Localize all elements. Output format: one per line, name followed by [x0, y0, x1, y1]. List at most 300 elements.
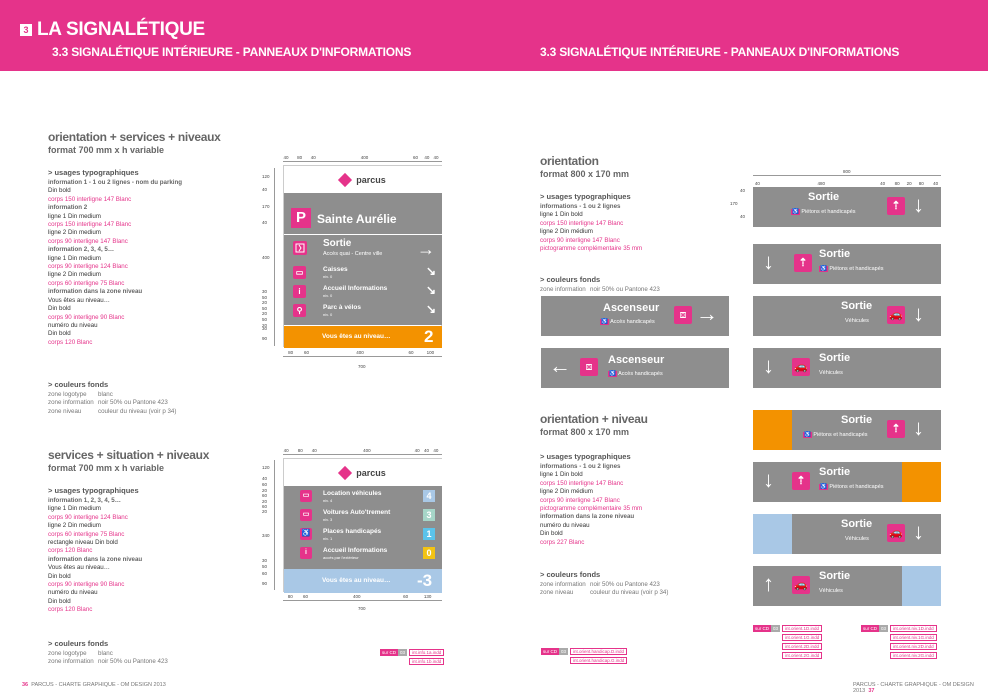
service-title: Places handicapés	[323, 528, 382, 535]
color-zone: zone logotype	[48, 391, 87, 398]
arrow-down-icon: ↓	[763, 249, 774, 274]
section-title: services + situation + niveaux	[48, 448, 210, 462]
color-value: noir 50% ou Pantone 423	[98, 399, 168, 407]
right-subtitle: 3.3 SIGNALÉTIQUE INTÉRIEURE - PANNEAUX D'INFORMATIONS	[540, 45, 900, 59]
spec-line: Din bold	[48, 187, 71, 195]
dimension-value: 60	[403, 594, 409, 599]
spec-line: corps 60 interligne 75 Blanc	[48, 279, 125, 287]
dimension-total: 800	[843, 169, 851, 174]
page-number: 37	[868, 688, 875, 694]
arrow-left-icon: ←	[549, 353, 571, 378]
dimension-value: 40	[283, 155, 289, 160]
spec-line: corps 90 interligne 147 Blanc	[540, 236, 620, 244]
dimension-value: 400	[262, 254, 270, 260]
dimension-value: 40	[740, 188, 746, 193]
section-title: orientation + services + niveaux	[48, 130, 221, 144]
spec-line: corps 90 interligne 124 Blanc	[48, 513, 128, 521]
level-badge: 4	[423, 490, 435, 502]
color-row	[48, 408, 176, 416]
handicap-icon: ♿	[820, 266, 827, 272]
usages-title: > usages typographiques	[48, 486, 139, 495]
car-icon: 🚗	[887, 524, 905, 542]
dimension-value: 50	[262, 305, 268, 311]
sign-level-2-pedestrian	[753, 410, 941, 450]
spec-line: corps 90 interligne 90 Blanc	[48, 581, 125, 589]
service-level: niv. 3	[323, 517, 333, 522]
cd-filename: int.orient.2G.indd	[782, 652, 822, 659]
exit-zone	[284, 235, 442, 263]
footer-left	[22, 682, 166, 688]
typo-spec-list	[48, 497, 142, 615]
cd-filename: int.orient.1G.indd	[782, 634, 822, 641]
parcus-logo-icon	[338, 465, 352, 479]
spec-line: information 1, 2, 3, 4, 5…	[48, 497, 121, 504]
arrow-down-right-icon: ↘	[426, 283, 437, 297]
color-zone: zone information	[540, 286, 586, 293]
spec-line: corps 90 interligne 147 Blanc	[48, 237, 128, 245]
cd-filename: int.info.1a.indd	[409, 649, 444, 656]
spec-line: Din bold	[48, 330, 71, 338]
sign-level-minus3-vehicle-up	[753, 566, 941, 606]
color-row	[540, 286, 660, 294]
sign-title: Sortie	[819, 466, 851, 478]
sign-subtitle	[845, 536, 869, 542]
sign-subtitle	[819, 484, 884, 490]
sign-subtitle	[791, 209, 856, 215]
dimension-value: 340	[262, 533, 270, 539]
footer-text: PARCUS - CHARTE GRAPHIQUE - OM DESIGN 2013	[853, 682, 974, 694]
cd-number: 03	[561, 649, 567, 654]
sign-exit-pedestrian-down-right	[753, 187, 941, 227]
color-zone: zone information	[540, 581, 586, 588]
subtitle-text: Piétons et handicapés	[801, 209, 856, 215]
dimension-value: 50	[262, 317, 268, 322]
dimension-value: 400	[363, 448, 371, 453]
dimension-line	[283, 600, 442, 601]
dimension-value: 80	[297, 448, 303, 453]
service-level: niv. 0	[323, 312, 333, 317]
service-icon: ▭	[300, 490, 312, 502]
footer-text: PARCUS - CHARTE GRAPHIQUE - OM DESIGN 2013	[31, 682, 166, 688]
sign-elevator-right	[541, 296, 729, 336]
dimension-line	[753, 175, 941, 176]
dimension-value: 80	[287, 594, 293, 599]
dimension-value: 60	[262, 570, 268, 576]
spec-line: informations - 1 ou 2 lignes	[540, 463, 621, 470]
dimension-value: 60	[302, 594, 308, 599]
dimension-value: 50	[262, 563, 268, 569]
color-value: noir 50% ou Pantone 423	[590, 286, 660, 293]
sign-subtitle	[803, 432, 868, 438]
sign-subtitle	[819, 370, 843, 376]
color-row	[540, 589, 668, 597]
spec-line: rectangle niveau Din bold	[48, 539, 118, 547]
dimension-value: 40	[283, 448, 289, 453]
section-format: format 700 mm x h variable	[48, 145, 165, 155]
cd-filename: int.info.1b.indd	[409, 658, 444, 665]
section-format: format 800 x 170 mm	[540, 169, 630, 179]
service-level: niv. 0	[323, 274, 333, 279]
service-title: Accueil Informations	[323, 285, 388, 292]
spec-line: ligne 2 Din médium	[540, 228, 593, 236]
cd-number: 03	[773, 626, 779, 631]
cd-filename: int.orient.niv.2G.indd	[890, 652, 937, 659]
sign-title: Sortie	[819, 570, 851, 582]
sign-subtitle	[819, 266, 884, 272]
spec-line: Vous êtes au niveau…	[48, 296, 110, 304]
logo-zone	[284, 166, 442, 193]
sign-exit-vehicle-down-right	[753, 296, 941, 336]
typo-spec-list	[540, 203, 642, 253]
dimension-value: 40	[433, 155, 439, 160]
chapter-number: 3	[20, 24, 32, 36]
header-band	[0, 0, 988, 71]
colors-list	[540, 581, 668, 598]
handicap-icon: ♿	[804, 432, 811, 438]
dimension-value: 80	[894, 181, 900, 186]
level-number	[753, 514, 792, 554]
service-title: Parc à vélos	[323, 304, 361, 311]
logo-text: parcus	[356, 467, 386, 478]
dimension-value: 60	[413, 155, 419, 160]
usages-title: > usages typographiques	[540, 192, 631, 201]
subtitle-text: Véhicules	[819, 588, 843, 594]
colors-list	[48, 650, 168, 667]
spec-line: ligne 2 Din medium	[48, 271, 101, 279]
colors-title: > couleurs fonds	[48, 639, 109, 648]
level-badge: 3	[423, 509, 435, 521]
arrow-down-icon: ↓	[763, 467, 774, 492]
colors-list	[540, 286, 660, 294]
arrow-down-icon: ↓	[913, 519, 924, 544]
sign-level-2-pedestrian-left	[753, 462, 941, 502]
dimension-value: 40	[740, 214, 746, 219]
level-badge: 1	[423, 528, 435, 540]
spec-line: corps 60 interligne 75 Blanc	[48, 530, 125, 538]
exit-title: Sortie	[323, 238, 352, 249]
subtitle-text: Véhicules	[845, 536, 869, 542]
left-subtitle: 3.3 SIGNALÉTIQUE INTÉRIEURE - PANNEAUX D'INFORMATIONS	[52, 45, 412, 59]
level-number: 2	[424, 327, 434, 346]
spec-line: numéro du niveau	[48, 321, 98, 329]
sign-subtitle	[819, 588, 843, 594]
dimension-value: 30	[262, 326, 268, 332]
dimension-value: 20	[262, 311, 268, 317]
dimension-value: 100	[426, 350, 435, 355]
dimension-value: 130	[423, 594, 432, 599]
dimension-value: 20	[262, 498, 268, 504]
cd-tag: sur CD	[755, 626, 770, 631]
color-row	[48, 658, 168, 666]
dimension-value: 40	[262, 220, 268, 226]
level-badge: 0	[423, 547, 435, 559]
section-title: orientation + niveau	[540, 412, 648, 426]
spec-line: information dans la zone niveau	[48, 288, 143, 296]
dimension-value: 90	[262, 580, 268, 586]
spec-line: ligne 1 Din bold	[540, 211, 583, 219]
parking-name: Sainte Aurélie	[317, 212, 397, 226]
arrow-down-icon: ↓	[913, 301, 924, 326]
spec-line: Din bold	[48, 572, 71, 580]
cd-number: 03	[400, 650, 406, 655]
typo-spec-list	[540, 463, 642, 547]
dimension-value: 30	[262, 558, 268, 564]
color-row	[48, 399, 176, 407]
level-number	[902, 566, 941, 606]
section-format: format 700 mm x h variable	[48, 463, 165, 473]
spec-line: corps 150 interligne 147 Blanc	[48, 221, 132, 229]
dimension-value: 50	[262, 294, 268, 300]
spec-line: pictogramme complémentaire 35 mm	[540, 245, 643, 253]
spec-line: ligne 2 Din médium	[540, 488, 593, 496]
sign-elevator-left	[541, 348, 729, 388]
dimension-value: 400	[353, 594, 361, 599]
dimension-value: 120	[262, 465, 270, 471]
spec-line: pictogramme complémentaire 35 mm	[540, 505, 643, 513]
arrow-down-right-icon: ↘	[426, 302, 437, 316]
level-zone	[284, 326, 442, 348]
cd-tag: sur CD	[543, 649, 558, 654]
service-title: Caisses	[323, 266, 348, 273]
dimension-value: 60	[303, 350, 309, 355]
colors-list	[48, 391, 176, 416]
spec-line: corps 150 interligne 147 Blanc	[540, 219, 624, 227]
color-value: blanc	[98, 650, 113, 657]
sign-title: Sortie	[819, 352, 851, 364]
service-icon: ⚲	[293, 304, 306, 317]
section-title: orientation	[540, 154, 599, 168]
spec-line: informations - 1 ou 2 lignes	[540, 203, 621, 210]
typo-spec-list	[48, 179, 182, 347]
spec-line: numéro du niveau	[48, 589, 98, 597]
dimension-value: 400	[356, 350, 364, 355]
dimension-value: 60	[408, 350, 414, 355]
dimension-value: 20	[262, 300, 268, 306]
dimension-value: 80	[288, 350, 294, 355]
spec-line: corps 120 Blanc	[48, 338, 93, 346]
spec-line: ligne 1 Din medium	[48, 254, 101, 262]
chapter-title: LA SIGNALÉTIQUE	[37, 19, 205, 40]
level-number	[753, 410, 792, 450]
spec-line: ligne 1 Din medium	[48, 505, 101, 513]
color-row	[48, 650, 168, 658]
spec-line: corps 90 interligne 147 Blanc	[540, 496, 620, 504]
sign-title: Sortie	[841, 518, 873, 530]
arrow-up-icon: ↑	[763, 571, 774, 596]
cd-filename: int.orient.1D.indd	[782, 625, 822, 632]
arrow-down-right-icon: ↘	[426, 264, 437, 278]
colors-title: > couleurs fonds	[48, 380, 109, 389]
sign-subtitle: ♿ Accès handicapés	[601, 319, 655, 325]
arrow-right-icon: →	[417, 239, 435, 259]
dimension-value: 90	[262, 335, 268, 341]
color-zone: zone information	[48, 658, 94, 666]
spec-line: ligne 2 Din medium	[48, 522, 101, 530]
sign-exit-pedestrian-down-left	[753, 244, 941, 284]
level-number: -3	[417, 571, 433, 590]
spec-line: Vous êtes au niveau…	[48, 564, 110, 572]
spec-line: information 2, 3, 4, 5…	[48, 246, 115, 254]
sign-services-levels	[283, 165, 442, 347]
cd-filename: int.orient.niv.1D.indd	[890, 625, 937, 632]
arrow-down-icon: ↓	[763, 353, 774, 378]
level-number	[902, 462, 941, 502]
service-icon: i	[300, 547, 312, 559]
services-zone	[284, 486, 442, 569]
footer-right	[853, 682, 988, 694]
sign-title: Ascenseur	[608, 354, 665, 366]
dimension-value: 40	[880, 181, 886, 186]
dimension-line	[283, 454, 442, 455]
service-level: niv. 4	[323, 498, 333, 503]
logo-zone	[284, 459, 442, 486]
level-zone	[284, 569, 442, 593]
colors-title: > couleurs fonds	[540, 570, 601, 579]
cd-tag: sur CD	[863, 626, 878, 631]
cd-filename: int.orient.handicap.G.indd	[570, 657, 627, 664]
dimension-value: 60	[262, 493, 268, 499]
color-value: couleur du niveau (voir p 34)	[590, 589, 669, 597]
subtitle-text: Piétons et handicapés	[829, 266, 884, 272]
dimension-value: 60	[262, 482, 268, 488]
section-format: format 800 x 170 mm	[540, 427, 630, 437]
service-level: niv. 1	[323, 536, 333, 541]
dimension-value: 30	[262, 288, 268, 294]
dimension-value: 480	[817, 181, 825, 186]
color-value: noir 50% ou Pantone 423	[590, 581, 660, 588]
spec-line: corps 120 Blanc	[48, 606, 93, 614]
spec-line: information dans la zone niveau	[48, 555, 143, 563]
color-value: couleur du niveau (voir p 34)	[98, 407, 177, 415]
dimension-value: 40	[754, 181, 760, 186]
spec-line: corps 90 interligne 124 Blanc	[48, 263, 128, 271]
car-icon: 🚗	[792, 576, 810, 594]
color-value: blanc	[98, 391, 113, 398]
dimension-value: 20	[262, 509, 268, 515]
sign-title: Sortie	[819, 248, 851, 260]
sign-services-situation	[283, 458, 442, 592]
usages-title: > usages typographiques	[48, 168, 139, 177]
spec-line: ligne 1 Din bold	[540, 471, 583, 479]
spec-line: numéro du niveau	[540, 521, 590, 529]
color-zone: zone niveau	[48, 407, 82, 415]
sign-subtitle	[845, 318, 869, 324]
spec-line: corps 120 Blanc	[48, 547, 93, 555]
sign-title: Ascenseur	[603, 302, 660, 314]
dimension-line	[274, 460, 275, 590]
sign-level-minus3-vehicle	[753, 514, 941, 554]
dimension-total: 700	[358, 364, 366, 369]
spec-line: Din bold	[48, 305, 71, 313]
sign-exit-vehicle-down-left	[753, 348, 941, 388]
spec-line: ligne 1 Din medium	[48, 212, 101, 220]
service-title: Location véhicules	[323, 490, 382, 497]
dimension-value: 40	[414, 448, 420, 453]
color-value: noir 50% ou Pantone 423	[98, 658, 168, 666]
sign-subtitle: ♿ Accès handicapés	[609, 371, 663, 377]
subtitle-text: Véhicules	[845, 318, 869, 324]
spec-line: information 1 - 1 ou 2 lignes - nom du parking	[48, 179, 183, 186]
spec-line: corps 150 interligne 147 Blanc	[540, 479, 624, 487]
dimension-value: 40	[262, 187, 268, 193]
spec-line: ligne 2 Din medium	[48, 229, 101, 237]
service-icon: ▭	[300, 509, 312, 521]
parking-p-icon: P	[291, 208, 311, 228]
sign-title: Sortie	[841, 300, 873, 312]
pedestrian-exit-icon: ⇡	[794, 254, 812, 272]
spec-line: corps 90 interligne 90 Blanc	[48, 313, 125, 321]
dimension-value: 20	[906, 181, 912, 186]
color-zone: zone logotype	[48, 650, 87, 657]
level-text: Vous êtes au niveau…	[322, 577, 391, 584]
dimension-value: 40	[933, 181, 939, 186]
services-zone	[284, 263, 442, 325]
sign-title: Sortie	[808, 191, 840, 203]
level-text: Vous êtes au niveau…	[322, 333, 391, 340]
dimension-total: 700	[358, 606, 366, 611]
cd-number: 03	[881, 626, 887, 631]
color-row	[540, 581, 668, 589]
spec-line: information dans la zone niveau	[540, 513, 635, 521]
service-level: accès par l'extérieur	[323, 555, 359, 560]
dimension-value: 80	[918, 181, 924, 186]
elevator-icon: ⧈	[580, 358, 598, 376]
logo-text: parcus	[356, 174, 386, 185]
arrow-right-icon: →	[696, 301, 718, 326]
car-icon: 🚗	[792, 358, 810, 376]
dimension-value: 120	[262, 174, 270, 180]
color-row	[48, 391, 176, 399]
dimension-value: 170	[730, 201, 738, 206]
spec-line: information 2	[48, 204, 88, 212]
pedestrian-exit-icon: ⇡	[887, 420, 905, 438]
pedestrian-exit-icon: ⇡	[792, 472, 810, 490]
sign-title: Sortie	[841, 414, 873, 426]
page-number: 36	[22, 682, 29, 688]
service-title: Voitures Auto'trement	[323, 509, 391, 516]
dimension-value: 40	[423, 448, 429, 453]
dimension-line	[274, 168, 275, 346]
pedestrian-exit-icon: ⇡	[887, 197, 905, 215]
colors-title: > couleurs fonds	[540, 275, 601, 284]
elevator-icon: ⧈	[674, 306, 692, 324]
dimension-value: 20	[262, 487, 268, 493]
color-zone: zone niveau	[540, 589, 574, 597]
color-zone: zone information	[48, 399, 94, 407]
arrow-down-icon: ↓	[913, 415, 924, 440]
parcus-logo-icon	[338, 172, 352, 186]
service-level: niv. 0	[323, 293, 333, 298]
parking-name-zone	[284, 203, 442, 235]
cd-filename: int.orient.handicap.D.indd	[570, 648, 627, 655]
service-icon: ▭	[293, 266, 306, 279]
dimension-line	[283, 356, 442, 357]
pedestrian-exit-icon	[293, 241, 307, 255]
usages-title: > usages typographiques	[540, 452, 631, 461]
spec-line: Din bold	[48, 597, 71, 605]
cd-filename: int.orient.2D.indd	[782, 643, 822, 650]
dimension-line	[283, 161, 442, 162]
spec-line: corps 227 Blanc	[540, 538, 585, 546]
dimension-value: 40	[262, 475, 268, 481]
service-icon: i	[293, 285, 306, 298]
spec-line: Din bold	[540, 530, 563, 538]
service-title: Accueil Informations	[323, 547, 388, 554]
car-icon: 🚗	[887, 306, 905, 324]
dimension-value: 40	[433, 448, 439, 453]
cd-filename: int.orient.niv.2D.indd	[890, 643, 937, 650]
cd-filename: int.orient.niv.1G.indd	[890, 634, 937, 641]
